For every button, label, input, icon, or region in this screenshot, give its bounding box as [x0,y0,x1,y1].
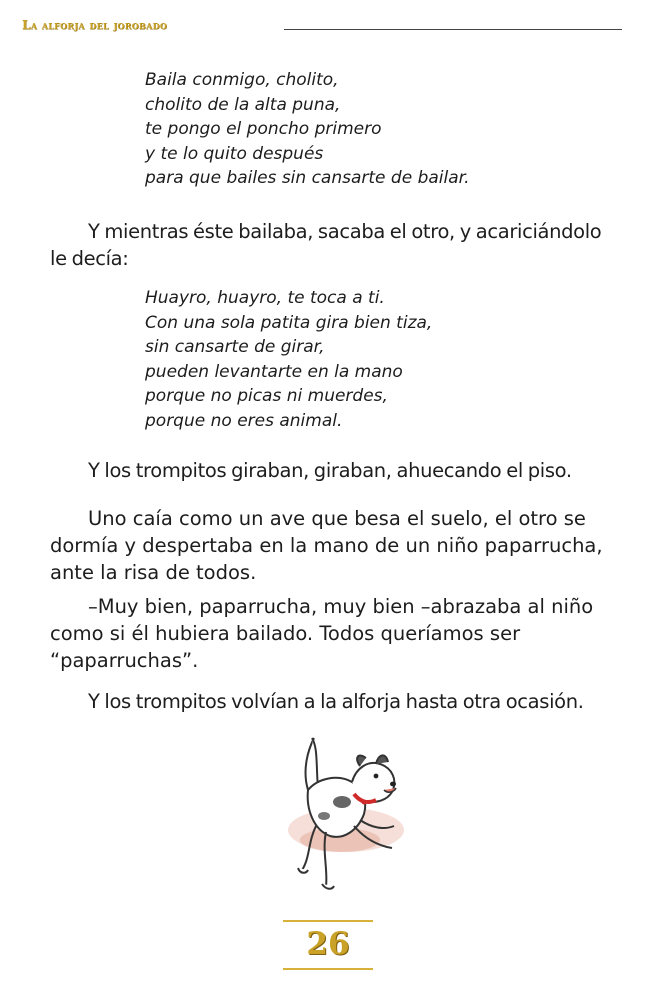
page-number: 26 [306,926,350,962]
page-number-bottom-rule [283,968,373,970]
header-rule [284,29,622,30]
poem-line: pueden levantarte en la mano [145,361,403,382]
poem-line: cholito de la alta puna, [145,94,341,115]
header-title: La alforja del jorobado [22,18,168,32]
poem-line: porque no eres animal. [145,410,343,431]
poem-line: sin cansarte de girar, [145,337,325,357]
page-number-block [283,920,373,980]
poem-stanza-2 [145,286,432,433]
paragraph: Uno caía como un ave que besa el suelo, el otro se dormía y despertaba en la mano de un niño paparrucha, ante la risa de todos. [50,507,603,584]
paragraph: –Muy bien, paparrucha, muy bien –abrazaba al niño como si él hubiera bailado. Todos queríamos ser “paparruchas”. [50,595,594,672]
poem-line: y te lo quito después [145,143,324,164]
page-number-top-rule [283,920,373,922]
paragraph: Y los trompitos giraban, giraban, ahuecando el piso. [88,459,572,482]
poem-line: porque no picas ni muerdes, [145,386,388,406]
poem-line: para que bailes sin cansarte de bailar. [145,168,470,188]
dog-illustration [268,730,418,900]
poem-stanza-1 [145,68,469,191]
poem-line: te pongo el poncho primero [145,119,382,139]
poem-line: Huayro, huayro, te toca a ti. [145,288,385,308]
paragraph: Y los trompitos volvían a la alforja hasta otra ocasión. [88,690,584,713]
running-header [22,12,622,42]
poem-line: Con una sola patita gira bien tiza, [145,312,433,333]
poem-line: Baila conmigo, cholito, [145,70,339,90]
paragraph: Y mientras éste bailaba, sacaba el otro, y acariciándolo le decía: [50,220,602,270]
